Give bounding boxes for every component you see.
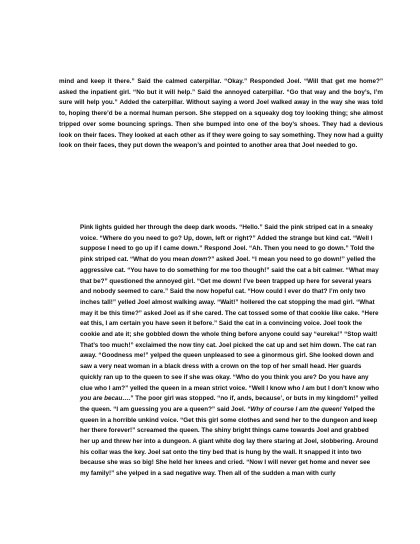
paragraph-2 [80, 223, 380, 480]
paragraph-2-text-d: ” The poor girl was stopped. “no if, ands, because’, or buts in my kingdom!” yelled the queen. “I am guessing you are a queen?” said Joel. [80, 395, 379, 413]
paragraph-2-emphasis-of-course: “Why of course I am the queen! [247, 405, 342, 413]
paragraph-2-emphasis-i: I [302, 384, 304, 392]
paragraph-2-emphasis-down: down [190, 256, 208, 264]
paragraph-1: mind and keep it there.” Said the calmed caterpillar. “Okay.” Responded Joel. “Will that get me home?” asked the inpatient girl. “No but it will help.” Said the annoyed caterpillar. “Go that way and the boy’s, I’m sure will help you.” Added the caterpillar. Without saying a word Joel walked away in the way she was told to, hoping there’d be a normal human person. She stepped on a squeaky dog toy looking thing; she almost tripped over some bouncing springs. Then she bumped into one of the boy’s shoes. They had a devious look on their faces. They looked at each other as if they were going to say something. They now had a guilty look on their faces, they put down the weapon’s and pointed to another area that Joel needed to go. [59, 78, 383, 150]
paragraph-2-text-e: Yelped the queen in a horrible unkind voice. “Get this girl some clothes and send her to the dungeon and keep her there forever!” screamed the queen. The shiny bright things came towards Joel and grabbed her up and threw her into a dungeon. A giant white dog lay there staring at Joel, slobbering. Around his collar was the key. Joel sat onto the tiny bed that is hung by the wall. It snapped it into two because she was so big! She held her knees and cried. “Now I will never get home and never see my family!” she yelped in a sad negative way. Then all of the sudden a man with curly [80, 405, 379, 478]
paragraph-2-emphasis-you-are: you are becau…. [80, 395, 131, 403]
paragraph-2-text-b: ?” asked Joel. “I mean you need to go down!” yelled the aggressive cat. “You have to do something for me too though!” said the cat a bit calmer. “What may that be?” questioned the annoyed girl. “Get me down! I’ve been trapped up here for several years and nobody seemed to care.” Said the now hopeful cat. “How could I ever do that? I’m only two inches tall!” yelled Joel almost walking away. “Wait!” hollered the cat stopping the mad girl. “What may it be this time?” asked Joel as if she cared. The cat tossed some of that cookie like cake. “Here eat this, I am certain you have seen it before.” Said the cat in a convincing voice. Joel took the cookie and ate it; she gobbled down the whole thing before anyone could say “eureka!” “Stop wait! That’s too much!” exclaimed the now tiny cat. Joel picked the cat up and set him down. The cat ran away. “Goodness me!” yelped the queen unpleased to see a ginormous girl. She looked down and saw a very neat woman in a black dress with a crown on the top of her small head. Her guards quickly ran up to the queen to see if she was okay. “Who do you think you are? Do you have any clue who I am?” yelled the queen in a mean strict voice. “Well I know who [80, 256, 379, 392]
paragraph-2-text-c: am but I don’t know who [303, 384, 380, 392]
paragraph-2-text-a: Pink lights guided her through the deep dark woods. “Hello.” Said the pink striped cat in a sneaky voice. “Where do you need to go? Up, down, left or right?” Added the strange but kind cat. “Well I suppose I need to go up if I came down.” Respond Joel. “Ah. Then you need to go down.” Told the pink striped cat. “What do you mean [80, 224, 375, 264]
